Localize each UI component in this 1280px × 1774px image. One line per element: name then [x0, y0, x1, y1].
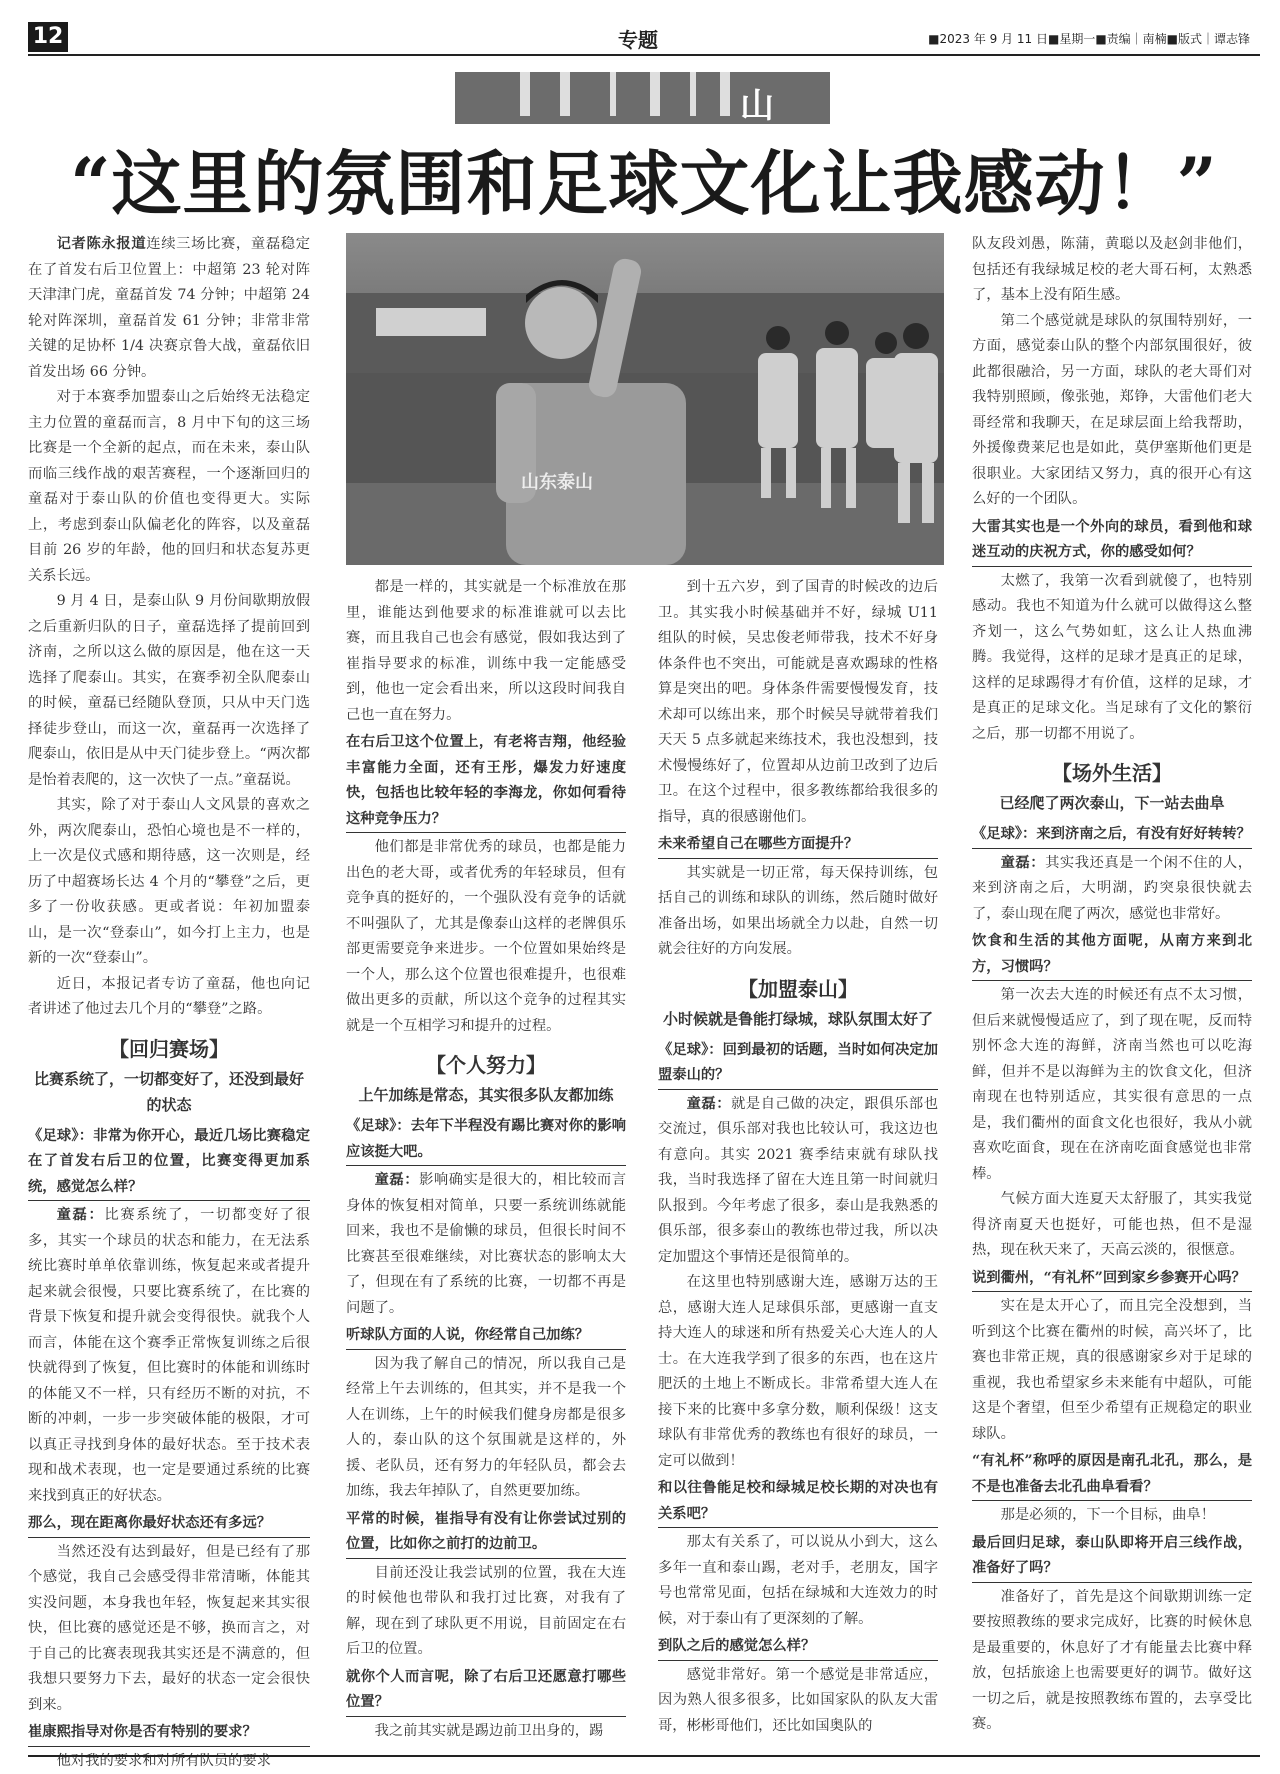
interview-question: 未来希望自己在哪些方面提升？ [658, 832, 938, 859]
article-column-1 [28, 232, 310, 1774]
page-header [28, 22, 1260, 56]
article-column-2 [346, 575, 626, 1744]
page-number: 12 [28, 22, 68, 52]
paragraph: 他对我的要求和对所有队员的要求 [28, 1749, 310, 1774]
speaker-lead: 童磊： [375, 1172, 419, 1188]
paragraph: 童磊：影响确实是很大的，相比较而言身体的恢复相对简单，只要一系统训练就能回来，我也不是偷懒的球员，但很长时间不比赛甚至很难继续，对比赛状态的影响太大了，但现在有了系统的比赛，一切都不再是问题了。 [346, 1168, 626, 1321]
interview-question: 《足球》：非常为你开心，最近几场比赛稳定在了首发右后卫的位置，比赛变得更加系统，感觉怎么样？ [28, 1124, 310, 1202]
bottom-rule [28, 1755, 1260, 1757]
section-subtitle: 小时候就是鲁能打绿城，球队氛围太好了 [658, 1006, 938, 1032]
paragraph: 童磊：就是自己做的决定，跟俱乐部也交流过，俱乐部对我也比较认可，我这边也有意向。其实 2021 赛季结束就有球队找我，当时我选择了留在大连且第一时间就归队报到。今年考虑了很多，泰山是我熟悉的俱乐部，很多泰山的教练也带过我，所以决定加盟这个事情还是很简单的。 [658, 1092, 938, 1271]
paragraph: 记者陈永报道连续三场比赛，童磊稳定在了首发右后卫位置上：中超第 23 轮对阵天津津门虎，童磊首发 74 分钟；中超第 24 轮对阵深圳，童磊首发 61 分钟；非常非常关键的足协杯 1/4 决赛京鲁大战，童磊依旧首发出场 66 分钟。 [28, 232, 310, 385]
paragraph: 在这里也特别感谢大连，感谢万达的王总，感谢大连人足球俱乐部，更感谢一直支持大连人的球迷和所有热爱关心大连人的人士。在大连我学到了很多的东西，也在这片肥沃的土地上不断成长。非常希望大连人在接下来的比赛中多拿分数，顺利保级！这支球队有非常优秀的教练也有很好的球员，一定可以做到！ [658, 1270, 938, 1474]
interview-question: 崔康熙指导对你是否有特别的要求？ [28, 1720, 310, 1747]
speaker-lead: 童磊： [57, 1207, 105, 1223]
paragraph: 9 月 4 日，是泰山队 9 月份间歇期放假之后重新归队的日子，童磊选择了提前回到济南，之所以这么做的原因是，他在这一天选择了爬泰山。其实，在赛季初全队爬泰山的时候，童磊已经随队登顶，只从中天门选择徒步登山，而这一次，童磊再一次选择了爬泰山，依旧是从中天门徒步登上。“两次都是怡着表爬的，这一次快了一点。”童磊说。 [28, 589, 310, 793]
interview-question: 最后回归足球，泰山队即将开启三线作战，准备好了吗？ [972, 1531, 1252, 1583]
section-subtitle: 比赛系统了，一切都变好了，还没到最好的状态 [28, 1066, 310, 1118]
paragraph: 到十五六岁，到了国青的时候改的边后卫。其实我小时候基础并不好，绿城 U11 组队的时候，吴忠俊老师带我，技术不好身体条件也不突出，可能就是喜欢踢球的性格算是突出的吧。身体条件需要慢慢发育，技术却可以练出来，那个时候吴导就带着我们天天 5 点多就起来练技术，我也没想到，技术慢慢练好了，位置却从边前卫改到了边后卫。在这个过程中，很多教练都给我很多的指导，真的很感谢他们。 [658, 575, 938, 830]
speaker-lead: 童磊： [1001, 855, 1045, 871]
section-title: 【场外生活】 [972, 757, 1252, 786]
headline: “这里的氛围和足球文化让我感动！” [34, 128, 1254, 229]
paragraph: 实在是太开心了，而且完全没想到，当听到这个比赛在衢州的时候，高兴坏了，比赛也非常正规，真的很感谢家乡对于足球的重视，我也希望家乡未来能有中超队，可能这是个奢望，但至少希望有正规稳定的职业球队。 [972, 1294, 1252, 1447]
banner-text: 山 [740, 78, 774, 127]
interview-question: “有礼杯”称呼的原因是南孔北孔，那么，是不是也准备去北孔曲阜看看？ [972, 1449, 1252, 1501]
paragraph: 其实就是一切正常，每天保持训练，包括自己的训练和球队的训练，然后随时做好准备出场，如果出场就全力以赴，自然一切就会往好的方向发展。 [658, 861, 938, 963]
shirt-text: 山东泰山 [521, 471, 593, 493]
paragraph: 目前还没让我尝试别的位置，我在大连的时候他也带队和我打过比赛，对我有了解，现在到了球队更不用说，目前固定在右后卫的位置。 [346, 1561, 626, 1663]
paragraph: 第一次去大连的时候还有点不太习惯，但后来就慢慢适应了，到了现在呢，反而特别怀念大连的海鲜，济南当然也可以吃海鲜，但并不是以海鲜为主的饮食文化，但济南现在也特别适应，其实很有意思的一点是，我们衢州的面食文化也很好，我从小就喜欢吃面食，现在在济南吃面食感觉也非常棒。 [972, 983, 1252, 1187]
interview-question: 大雷其实也是一个外向的球员，看到他和球迷互动的庆祝方式，你的感受如何？ [972, 515, 1252, 567]
section-title: 【个人努力】 [346, 1049, 626, 1078]
section-subtitle: 上午加练是常态，其实很多队友都加练 [346, 1082, 626, 1108]
interview-question: 和以往鲁能足校和绿城足校长期的对决也有关系吧？ [658, 1476, 938, 1528]
dateline: ■2023 年 9 月 11 日■星期一■责编｜南楠■版式｜谭志锋 [928, 30, 1250, 47]
paragraph: 当然还没有达到最好，但是已经有了那个感觉，我自己会感受得非常清晰，体能其实没问题，本身我也年轻，恢复起来其实很快，但比赛的感觉还是不够，换而言之，对于自己的比赛表现我其实还是不满意的，但我想只要努力下去，最好的状态一定会很快到来。 [28, 1540, 310, 1719]
interview-question: 说到衢州，“有礼杯”回到家乡参赛开心吗？ [972, 1266, 1252, 1293]
paragraph: 童磊：其实我还真是一个闲不住的人，来到济南之后，大明湖，趵突泉很快就去了，泰山现在爬了两次，感觉也非常好。 [972, 851, 1252, 928]
interview-question: 就你个人而言呢，除了右后卫还愿意打哪些位置？ [346, 1665, 626, 1717]
paragraph: 对于本赛季加盟泰山之后始终无法稳定主力位置的童磊而言，8 月中下旬的这三场比赛是一个全新的起点，而在未来，泰山队而临三线作战的艰苦赛程，一个逐渐回归的童磊对于泰山队的价值也变得更大。实际上，考虑到泰山队偏老化的阵容，以及童磊目前 26 岁的年龄，他的回归和状态复苏更关系长远。 [28, 385, 310, 589]
paragraph: 近日，本报记者专访了童磊，他也向记者讲述了他过去几个月的“攀登”之路。 [28, 972, 310, 1023]
paragraph: 因为我了解自己的情况，所以我自己是经常上午去训练的，但其实，并不是我一个人在训练，上午的时候我们健身房都是很多人的，泰山队的这个氛围就是这样的，外援、老队员，还有努力的年轻队员，都会去加练，我去年掉队了，自然更要加练。 [346, 1352, 626, 1505]
speaker-lead: 童磊： [687, 1096, 731, 1112]
interview-question: 到队之后的感觉怎么样？ [658, 1634, 938, 1661]
paragraph: 第二个感觉就是球队的氛围特别好，一方面，感觉泰山队的整个内部氛围很好，彼此都很融洽，另一方面，球队的老大哥们对我特别照顾，像张弛，郑铮，大雷他们老大哥经常和我聊天，在足球层面上给我帮助，外援像费莱尼也是如此，莫伊塞斯他们更是很职业。大家团结又努力，真的很开心有这么好的一个团队。 [972, 309, 1252, 513]
paragraph: 都是一样的，其实就是一个标准放在那里，谁能达到他要求的标准谁就可以去比赛，而且我自己也会有感觉，假如我达到了崔指导要求的标准，训练中我一定能感受到，他也一定会看出来，所以这段时间我自己也一直在努力。 [346, 575, 626, 728]
section-label: 专题 [618, 24, 658, 53]
paragraph: 那是必须的，下一个目标，曲阜！ [972, 1503, 1252, 1529]
paragraph: 气候方面大连夏天太舒服了，其实我觉得济南夏天也挺好，可能也热，但不是湿热，现在秋天来了，天高云淡的，很惬意。 [972, 1187, 1252, 1264]
interview-question: 饮食和生活的其他方面呢，从南方来到北方，习惯吗？ [972, 929, 1252, 981]
interview-question: 听球队方面的人说，你经常自己加练？ [346, 1323, 626, 1350]
player-photo [346, 233, 944, 565]
section-title: 【回归赛场】 [28, 1033, 310, 1062]
interview-question: 《足球》：去年下半程没有踢比赛对你的影响应该挺大吧。 [346, 1114, 626, 1166]
speaker-lead: 记者陈永报道 [57, 236, 147, 252]
paragraph: 他们都是非常优秀的球员，也都是能力出色的老大哥，或者优秀的年轻球员，但有竞争真的挺好的，一个强队没有竞争的话就不叫强队了，尤其是像泰山这样的老牌俱乐部更需要竞争来进步。一个位置如果始终是一个人，那么这个位置也很难提升，也很难做出更多的贡献，所以这个竞争的过程其实就是一个互相学习和提升的过程。 [346, 835, 626, 1039]
interview-question: 平常的时候，崔指导有没有让你尝试过别的位置，比如你之前打的边前卫。 [346, 1507, 626, 1559]
paragraph: 太燃了，我第一次看到就傻了，也特别感动。我也不知道为什么就可以做得这么整齐划一，这么气势如虹，这么让人热血沸腾。我觉得，这样的足球才是真正的足球，这样的足球踢得才有价值，这样的足球，才是真正的足球文化。当足球有了文化的繁衍之后，那一切都不用说了。 [972, 569, 1252, 748]
interview-question: 那么，现在距离你最好状态还有多远？ [28, 1511, 310, 1538]
section-title: 【加盟泰山】 [658, 973, 938, 1002]
paragraph: 其实，除了对于泰山人文风景的喜欢之外，两次爬泰山，恐怕心境也是不一样的，上一次是仪式感和期待感，这一次则是，经历了中超赛场长达 4 个月的“攀登”之后，更多了一份收获感。更或者说：年初加盟泰山，是一次“登泰山”，如今打上主力，也是新的一次“登泰山”。 [28, 793, 310, 972]
paragraph: 童磊：比赛系统了，一切都变好了很多，其实一个球员的状态和能力，在无法系统比赛时单单依靠训练，恢复起来或者提升起来就会很慢，只要比赛系统了，在比赛的背景下恢复和提升就会变得很快。就我个人而言，体能在这个赛季正常恢复训练之后很快就得到了恢复，但比赛时的体能和训练时的体能又不一样，只有经历不断的对抗，不断的冲刺，一步一步突破体能的极限，才可以真正寻找到身体的最好状态。至于技术表现和战术表现，也一定是要通过系统的比赛来找到真正的好状态。 [28, 1203, 310, 1509]
paragraph: 那太有关系了，可以说从小到大，这么多年一直和泰山踢，老对手，老朋友，国字号也常常见面，包括在绿城和大连效力的时候，对于泰山有了更深刻的了解。 [658, 1530, 938, 1632]
interview-question: 在右后卫这个位置上，有老将吉翔，他经验丰富能力全面，还有王彤，爆发力好速度快，包括也比较年轻的李海龙，你如何看待这种竞争压力？ [346, 730, 626, 833]
article-column-4 [972, 232, 1252, 1738]
paragraph: 我之前其实就是踢边前卫出身的，踢 [346, 1719, 626, 1745]
paragraph: 准备好了，首先是这个间歇期训练一定要按照教练的要求完成好，比赛的时候休息是最重要的，休息好了才有能量去比赛中释放，包括旅途上也需要更好的调节。做好这一切之后，就是按照教练布置的，去享受比赛。 [972, 1585, 1252, 1738]
stadium-scene [346, 233, 944, 565]
interview-question: 《足球》：回到最初的话题，当时如何决定加盟泰山的？ [658, 1038, 938, 1090]
article-column-3 [658, 575, 938, 1739]
paragraph: 队友段刘愚，陈蒲，黄聪以及赵剑非他们，包括还有我绿城足校的老大哥石柯，太熟悉了，基本上没有陌生感。 [972, 232, 1252, 309]
interview-question: 《足球》：来到济南之后，有没有好好转转？ [972, 822, 1252, 849]
paragraph: 感觉非常好。第一个感觉是非常适应，因为熟人很多很多，比如国家队的队友大雷哥，彬彬哥他们，还比如国奥队的 [658, 1663, 938, 1740]
section-subtitle: 已经爬了两次泰山，下一站去曲阜 [972, 790, 1252, 816]
